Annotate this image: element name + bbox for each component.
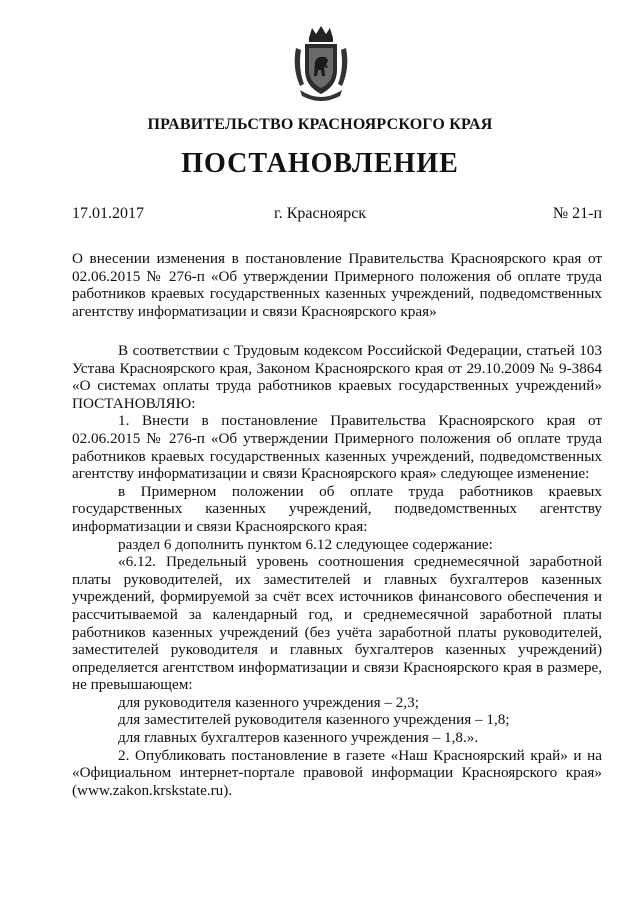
document-body (72, 342, 602, 799)
document-city: г. Красноярск (273, 205, 367, 222)
item-1-quote-paragraph: «6.12. Предельный уровень соотношения среднемесячной заработной платы руководителей, их заместителей и главных бухгалтеров казенных учреждений, формируемой за счёт всех источников финансового обеспечения и рассчитываемой за календарный год, и среднемесячной заработной платы работников казенных учреждений (без учёта заработной платы руководителей, заместителей руководителя и главных бухгалтеров казенных учреждений) определяется агентством информатизации и связи Красноярского края в размере, не превышающем: (72, 553, 602, 694)
preamble-paragraph: В соответствии с Трудовым кодексом Российской Федерации, статьей 103 Устава Красноярского края, Законом Красноярского края от 29.10.2009 № 9-3864 «О системах оплаты труда работников краевых государственных учреждений» ПОСТАНОВЛЯЮ: (72, 342, 602, 412)
document-number: № 21-п (552, 205, 602, 222)
item-2-paragraph: 2. Опубликовать постановление в газете «Наш Красноярский край» и на «Официальном интернет-портале правовой информации Красноярского края» (www.zakon.krskstate.ru). (72, 746, 602, 799)
item-1-context-paragraph: в Примерном положении об оплате труда работников краевых государственных казенных учреждений, подведомственных агентству информатизации и связи Красноярского края: (72, 482, 602, 535)
document-date: 17.01.2017 (72, 205, 144, 222)
organization-name: ПРАВИТЕЛЬСТВО КРАСНОЯРСКОГО КРАЯ (147, 116, 493, 133)
document-type: ПОСТАНОВЛЕНИЕ (181, 148, 459, 179)
limit-item-accountant: для главных бухгалтеров казенного учреждения – 1,8.». (118, 729, 479, 747)
item-1-section-paragraph: раздел 6 дополнить пунктом 6.12 следующее содержание: (118, 535, 493, 553)
item-1-paragraph: 1. Внести в постановление Правительства Красноярского края от 02.06.2015 № 276-п «Об утверждении Примерного положения об оплате труда работников краевых государственных казенных учреждений, подведомственных агентству информатизации и связи Красноярского края» следующее изменение: (72, 412, 602, 483)
coat-of-arms-icon (290, 24, 352, 104)
limit-item-deputy: для заместителей руководителя казенного учреждения – 1,8; (118, 711, 510, 729)
limit-item-director: для руководителя казенного учреждения – 2,3; (118, 693, 419, 711)
document-title (72, 250, 602, 320)
title-text: О внесении изменения в постановление Правительства Красноярского края от 02.06.2015 № 276-п «Об утверждении Примерного положения об оплате труда работников краевых государственных казенных учреждений, подведомственных агентству информатизации и связи Красноярского края» (72, 250, 602, 320)
